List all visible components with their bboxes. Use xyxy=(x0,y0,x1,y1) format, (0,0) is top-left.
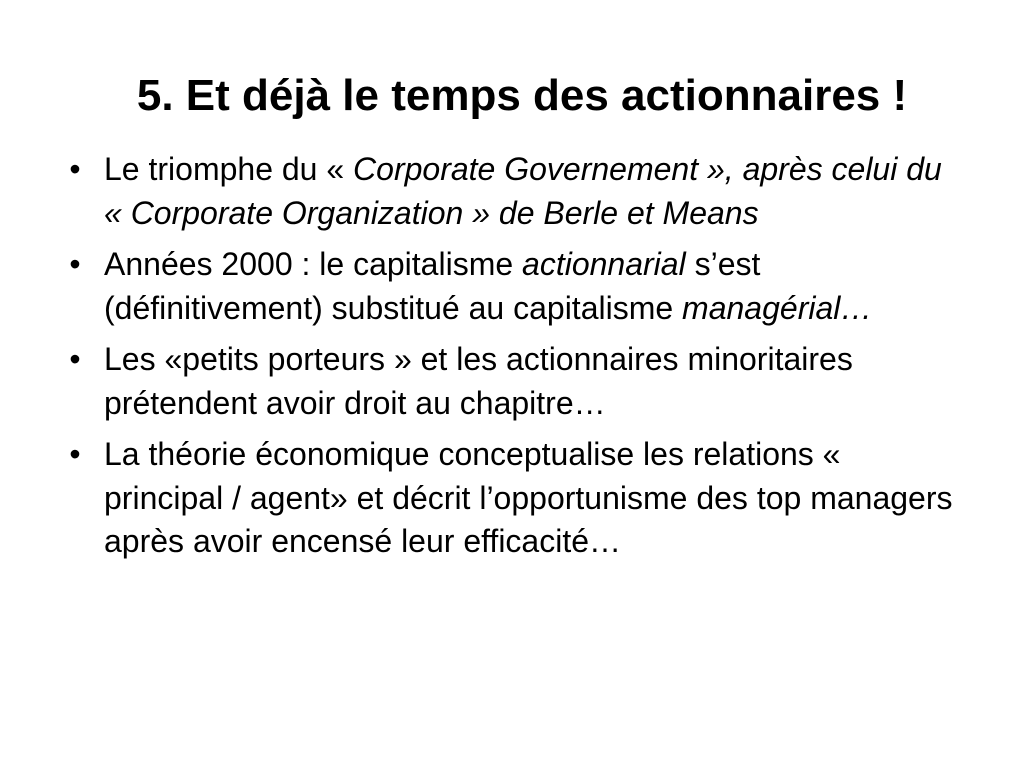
bullet-item-1 xyxy=(60,148,960,235)
bullet-text-plain: Années 2000 : le capitalisme xyxy=(104,246,523,282)
bullet-text-italic: actionnarial xyxy=(522,246,686,282)
bullet-icon: • xyxy=(69,436,81,472)
bullet-text-plain: Le triomphe du « xyxy=(104,151,354,187)
bullet-icon: • xyxy=(69,341,81,377)
bullet-text-plain: La théorie économique conceptualise les relations « principal / agent» et décrit l’opportunisme des top managers après avoir encensé leur efficacité… xyxy=(104,436,953,559)
bullet-text-plain: s’est (définitivement) substitué au capitalisme xyxy=(104,246,761,326)
bullet-icon: • xyxy=(69,246,81,282)
bullet-item-3 xyxy=(60,338,960,425)
bullet-icon: • xyxy=(69,151,81,187)
bullet-list xyxy=(60,148,960,572)
bullet-text-italic: Corporate Governement », après celui du « Corporate Organization » de Berle et Means xyxy=(104,151,942,231)
bullet-text-plain: Les «petits porteurs » et les actionnaires minoritaires prétendent avoir droit au chapitre… xyxy=(104,341,853,421)
slide-title: 5. Et déjà le temps des actionnaires ! xyxy=(136,71,908,120)
bullet-item-2 xyxy=(60,243,960,330)
bullet-item-4 xyxy=(60,433,960,564)
bullet-text-italic: managérial… xyxy=(682,289,873,326)
